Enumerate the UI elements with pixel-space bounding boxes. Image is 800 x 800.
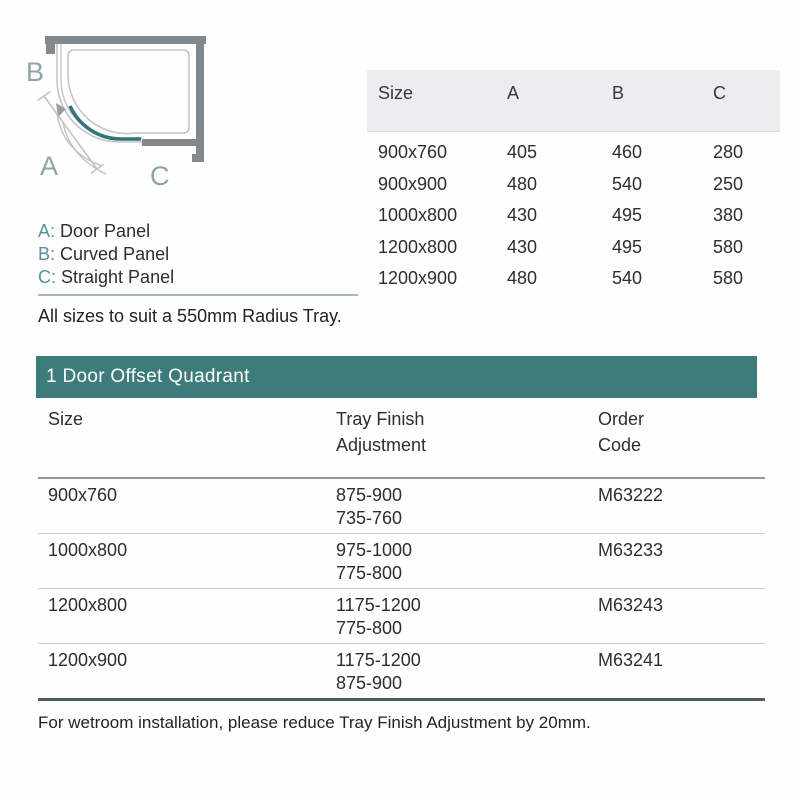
cell-order-code: M63243 — [598, 595, 664, 615]
col-size-header: Size — [48, 409, 84, 429]
cell-a: 405 — [507, 142, 538, 163]
legend-label-b: Curved Panel — [60, 244, 170, 264]
curved-frame-inner — [61, 44, 142, 138]
legend-key-a: A: — [38, 221, 56, 241]
divider-line — [38, 294, 358, 296]
straight-panel-bar — [142, 139, 198, 146]
cell-size: 1200x800 — [48, 595, 128, 615]
cell-c: 280 — [713, 142, 744, 163]
cell-size: 900x760 — [378, 142, 448, 163]
cell-c: 250 — [713, 173, 744, 194]
cell-c: 380 — [713, 205, 744, 226]
cell-size: 1000x800 — [48, 540, 128, 560]
col-code-line2: Code — [598, 435, 642, 455]
table-row — [38, 644, 765, 701]
cell-adjustment — [336, 539, 598, 585]
cell-b: 460 — [612, 142, 643, 163]
wetroom-note: For wetroom installation, please reduce Tray Finish Adjustment by 20mm. — [38, 713, 591, 732]
adjustment-range-2: 775-800 — [336, 563, 403, 583]
diagram-label-c: C — [150, 161, 170, 191]
adjustment-range-1: 1175-1200 — [336, 650, 421, 670]
col-code-line1: Order — [598, 409, 645, 429]
adjustment-range-2: 875-900 — [336, 673, 403, 693]
table-row — [378, 169, 780, 201]
cell-b: 540 — [612, 173, 643, 194]
cell-order-code: M63241 — [598, 650, 664, 670]
dimension-tick-top — [38, 91, 51, 100]
diagram-label-a: A — [40, 151, 59, 181]
adjustment-range-1: 875-900 — [336, 485, 403, 505]
panel-legend — [38, 220, 174, 289]
table-row — [378, 263, 780, 295]
table-row — [378, 200, 780, 232]
cell-order-code: M63222 — [598, 485, 664, 505]
product-table-header — [38, 400, 765, 479]
table-row — [38, 479, 765, 534]
size-table-col-b: B — [612, 83, 625, 103]
panel-size-table — [367, 70, 780, 295]
cell-size: 1000x800 — [378, 205, 458, 226]
cell-a: 480 — [507, 268, 538, 289]
cell-a: 480 — [507, 173, 538, 194]
cell-c: 580 — [713, 268, 744, 289]
cell-size: 900x900 — [378, 173, 448, 194]
wall-right-foot — [192, 154, 204, 162]
cell-adjustment — [336, 594, 598, 640]
table-row — [38, 534, 765, 589]
wall-top-end-cap — [46, 36, 55, 54]
cell-adjustment — [336, 649, 598, 695]
cell-adjustment — [336, 484, 598, 530]
table-row — [378, 137, 780, 169]
product-table — [38, 400, 765, 701]
size-table-col-c: C — [713, 83, 726, 103]
adjustment-range-2: 735-760 — [336, 508, 403, 528]
tray-radius-note: All sizes to suit a 550mm Radius Tray. — [38, 306, 342, 326]
cell-size: 1200x800 — [378, 236, 458, 257]
size-table-col-a: A — [507, 83, 520, 103]
tray-outline — [68, 50, 189, 134]
cell-size: 1200x900 — [378, 268, 458, 289]
legend-item-c — [38, 266, 174, 289]
legend-item-b — [38, 243, 174, 266]
col-adjustment-line2: Adjustment — [336, 435, 427, 455]
cell-b: 540 — [612, 268, 643, 289]
legend-key-b: B: — [38, 244, 56, 264]
col-order-code-header — [598, 406, 765, 458]
legend-label-a: Door Panel — [60, 221, 151, 241]
cell-a: 430 — [507, 205, 538, 226]
cell-size: 900x760 — [48, 485, 118, 505]
cell-order-code: M63233 — [598, 540, 664, 560]
table-row — [38, 589, 765, 644]
legend-label-c: Straight Panel — [61, 267, 175, 287]
col-adjustment-line1: Tray Finish — [336, 409, 425, 429]
adjustment-range-1: 975-1000 — [336, 540, 413, 560]
cell-size: 1200x900 — [48, 650, 128, 670]
cell-c: 580 — [713, 236, 744, 257]
adjustment-range-1: 1175-1200 — [336, 595, 421, 615]
cell-a: 430 — [507, 236, 538, 257]
product-title: 1 Door Offset Quadrant — [46, 366, 250, 387]
wall-top-bar — [45, 36, 206, 44]
col-adjustment-header — [336, 406, 598, 458]
table-row — [378, 232, 780, 264]
size-table-col-size: Size — [378, 83, 414, 103]
legend-key-c: C: — [38, 267, 56, 287]
size-table-body — [367, 132, 780, 295]
diagram-label-b: B — [26, 57, 45, 87]
legend-item-a — [38, 220, 174, 243]
size-table-header — [367, 70, 780, 132]
quadrant-plan-diagram — [0, 0, 240, 200]
cell-b: 495 — [612, 205, 643, 226]
adjustment-range-2: 775-800 — [336, 618, 403, 638]
cell-b: 495 — [612, 236, 643, 257]
product-title-bar — [36, 356, 757, 398]
